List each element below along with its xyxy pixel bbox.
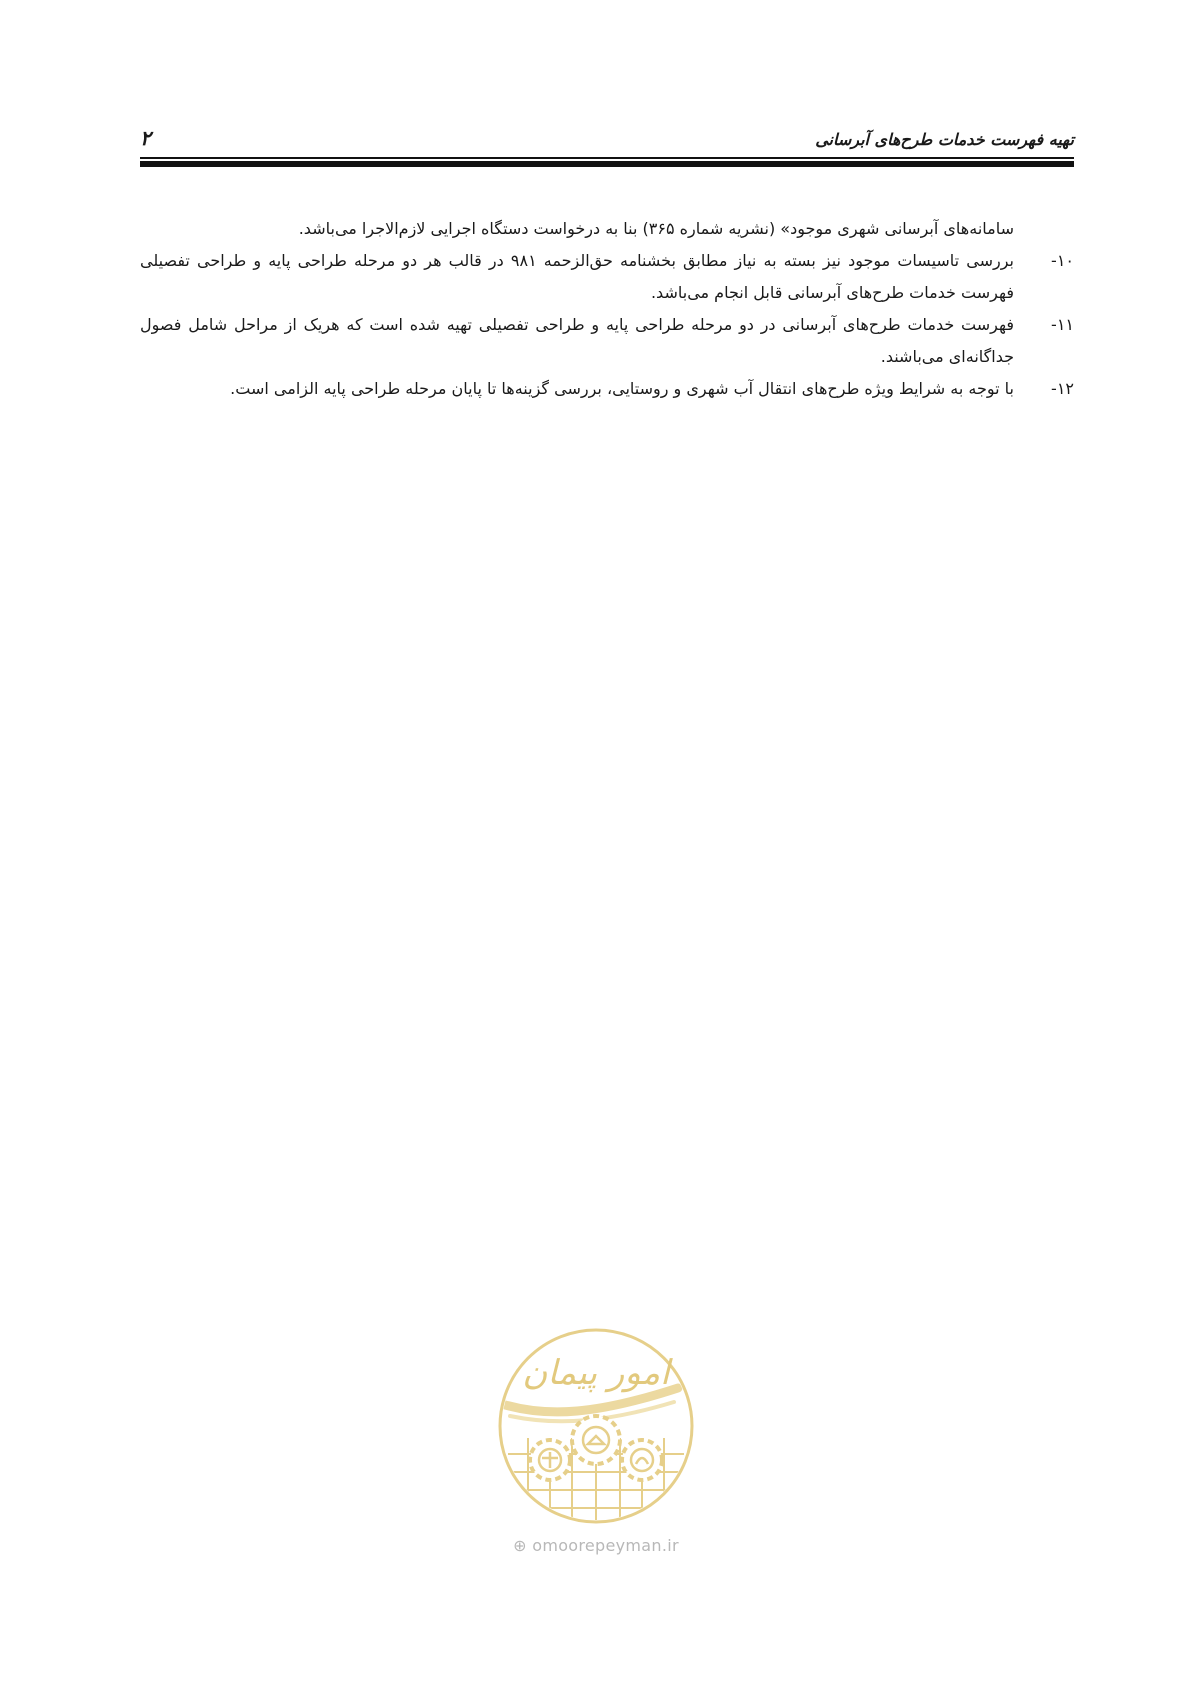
list-item <box>140 245 1074 309</box>
document-body <box>140 213 1074 405</box>
list-item <box>140 309 1074 373</box>
header-rule-thin <box>140 157 1074 159</box>
globe-icon: ⊕ <box>513 1536 527 1555</box>
list-item-text: با توجه به شرایط ویژه طرح‌های انتقال آب شهری و روستایی، بررسی گزینه‌ها تا پایان مرحله طراحی پایه الزامی است. <box>230 379 1014 398</box>
watermark-url-text: omoorepeyman.ir <box>532 1536 679 1555</box>
watermark-logo-text: امور پیمان <box>522 1353 670 1393</box>
page-number: ۲ <box>140 126 151 150</box>
omoorepeyman-seal-icon <box>488 1318 704 1534</box>
page-header <box>140 120 1074 160</box>
list-item-text: بررسی تاسیسات موجود نیز بسته به نیاز مطابق بخشنامه حق‌الزحمه ۹۸۱ در قالب هر دو مرحله طراحی پایه و طراحی تفصیلی فهرست خدمات طرح‌های آبرسانی قابل انجام می‌باشد. <box>140 251 1015 302</box>
header-rule-thick <box>140 161 1074 167</box>
list-item-number: ۱۲- <box>1051 379 1074 398</box>
list-item-number: ۱۱- <box>1051 315 1074 334</box>
list-item-number: ۱۰- <box>1051 251 1074 270</box>
running-title: تهیه فهرست خدمات طرح‌های آبرسانی <box>815 130 1074 149</box>
continuation-paragraph: سامانه‌های آبرسانی شهری موجود» (نشریه شماره ۳۶۵) بنا به درخواست دستگاه اجرایی لازم‌الاجرا می‌باشد. <box>298 219 1014 238</box>
list-item-text: فهرست خدمات طرح‌های آبرسانی در دو مرحله طراحی پایه و طراحی تفصیلی تهیه شده است که هریک از مراحل شامل فصول جداگانه‌ای می‌باشند. <box>140 315 1014 366</box>
list-item <box>140 373 1074 405</box>
watermark-url <box>480 1536 712 1555</box>
